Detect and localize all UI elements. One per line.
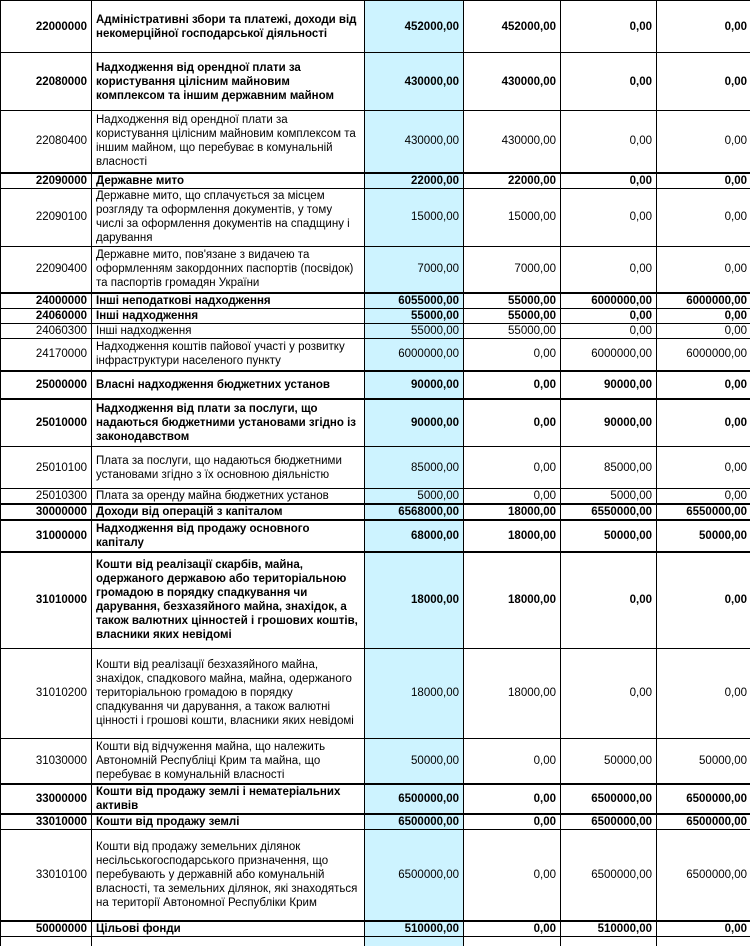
row-general-fund: 0,00 — [464, 339, 561, 371]
row-development-budget: 0,00 — [657, 552, 750, 648]
row-code: 22080000 — [1, 53, 92, 111]
row-code: 31010200 — [1, 648, 92, 738]
row-development-budget: 6500000,00 — [657, 814, 750, 830]
row-special-fund: 50000,00 — [561, 738, 657, 784]
row-total: 6500000,00 — [365, 830, 464, 921]
row-total: 68000,00 — [365, 520, 464, 552]
row-special-fund: 0,00 — [561, 173, 657, 189]
row-name: Інші надходження — [92, 324, 365, 339]
row-special-fund — [561, 936, 657, 946]
row-code: 50000000 — [1, 921, 92, 937]
row-total: 452000,00 — [365, 1, 464, 53]
row-special-fund: 0,00 — [561, 309, 657, 324]
revenue-table-body — [1, 1, 750, 946]
table-row — [1, 371, 750, 399]
row-name: Кошти від продажу земельних ділянок несільськогосподарського призначення, що перебувають у державній або комунальній власності, та земельних ділянок, які знаходяться на території Автономної Республіки Крим — [92, 830, 365, 921]
row-special-fund: 0,00 — [561, 1, 657, 53]
row-total: 6000000,00 — [365, 339, 464, 371]
row-development-budget: 0,00 — [657, 1, 750, 53]
row-development-budget: 0,00 — [657, 921, 750, 937]
row-development-budget: 0,00 — [657, 648, 750, 738]
row-special-fund: 90000,00 — [561, 399, 657, 447]
row-general-fund: 0,00 — [464, 371, 561, 399]
row-development-budget: 0,00 — [657, 489, 750, 505]
row-code: 25000000 — [1, 371, 92, 399]
row-total: 18000,00 — [365, 552, 464, 648]
row-special-fund: 0,00 — [561, 552, 657, 648]
row-general-fund: 55000,00 — [464, 309, 561, 324]
table-row — [1, 309, 750, 324]
row-general-fund: 430000,00 — [464, 53, 561, 111]
row-general-fund: 18000,00 — [464, 552, 561, 648]
row-code: 24060000 — [1, 309, 92, 324]
row-general-fund: 7000,00 — [464, 246, 561, 293]
row-total: 430000,00 — [365, 111, 464, 173]
row-code: 25010000 — [1, 399, 92, 447]
row-development-budget: 0,00 — [657, 53, 750, 111]
table-row — [1, 246, 750, 293]
row-total: 50000,00 — [365, 738, 464, 784]
row-total: 6568000,00 — [365, 504, 464, 520]
table-row — [1, 489, 750, 505]
row-code: 31010000 — [1, 552, 92, 648]
table-row — [1, 293, 750, 309]
row-code: 33010100 — [1, 830, 92, 921]
row-special-fund: 50000,00 — [561, 520, 657, 552]
row-development-budget: 6550000,00 — [657, 504, 750, 520]
row-total: 15000,00 — [365, 188, 464, 246]
table-row — [1, 53, 750, 111]
row-general-fund: 452000,00 — [464, 1, 561, 53]
row-special-fund: 6500000,00 — [561, 830, 657, 921]
row-name: Інші неподаткові надходження — [92, 293, 365, 309]
row-code: 31030000 — [1, 738, 92, 784]
row-development-budget: 0,00 — [657, 188, 750, 246]
table-row — [1, 921, 750, 937]
row-name: Плата за послуги, що надаються бюджетними установами згідно з їх основною діяльністю — [92, 447, 365, 489]
row-general-fund: 0,00 — [464, 814, 561, 830]
table-row — [1, 648, 750, 738]
row-total: 90000,00 — [365, 399, 464, 447]
row-general-fund: 0,00 — [464, 447, 561, 489]
row-general-fund: 0,00 — [464, 399, 561, 447]
row-general-fund: 18000,00 — [464, 520, 561, 552]
row-code: 22000000 — [1, 1, 92, 53]
row-name: Інші надходження — [92, 309, 365, 324]
row-development-budget: 0,00 — [657, 399, 750, 447]
row-general-fund: 0,00 — [464, 921, 561, 937]
row-total: 430000,00 — [365, 53, 464, 111]
row-name: Цільові фонди — [92, 921, 365, 937]
row-development-budget: 0,00 — [657, 309, 750, 324]
table-row — [1, 339, 750, 371]
row-development-budget: 50000,00 — [657, 738, 750, 784]
table-row — [1, 188, 750, 246]
row-name: Державне мито, пов'язане з видачею та оформленням закордонних паспортів (посвідок) та паспортів громадян України — [92, 246, 365, 293]
row-total: 55000,00 — [365, 324, 464, 339]
row-general-fund: 18000,00 — [464, 504, 561, 520]
row-general-fund: 0,00 — [464, 784, 561, 814]
row-total: 7000,00 — [365, 246, 464, 293]
row-general-fund: 430000,00 — [464, 111, 561, 173]
table-row — [1, 784, 750, 814]
row-total — [365, 936, 464, 946]
row-code — [1, 936, 92, 946]
row-code: 24170000 — [1, 339, 92, 371]
row-general-fund: 0,00 — [464, 738, 561, 784]
row-special-fund: 0,00 — [561, 188, 657, 246]
table-row — [1, 552, 750, 648]
row-special-fund: 0,00 — [561, 111, 657, 173]
row-special-fund: 85000,00 — [561, 447, 657, 489]
row-special-fund: 6550000,00 — [561, 504, 657, 520]
row-name: Державне мито, що сплачується за місцем розгляду та оформлення документів, у тому числі за оформлення документів на спадщину і дарування — [92, 188, 365, 246]
row-code: 22090000 — [1, 173, 92, 189]
table-row — [1, 447, 750, 489]
table-row — [1, 324, 750, 339]
row-general-fund: 18000,00 — [464, 648, 561, 738]
row-name: Адміністративні збори та платежі, доходи від некомерційної господарської діяльності — [92, 1, 365, 53]
row-general-fund: 22000,00 — [464, 173, 561, 189]
row-special-fund: 0,00 — [561, 324, 657, 339]
table-row — [1, 830, 750, 921]
row-total: 510000,00 — [365, 921, 464, 937]
row-general-fund — [464, 936, 561, 946]
row-name: Плата за оренду майна бюджетних установ — [92, 489, 365, 505]
table-row — [1, 936, 750, 946]
row-total: 5000,00 — [365, 489, 464, 505]
row-code: 25010300 — [1, 489, 92, 505]
table-row — [1, 173, 750, 189]
row-development-budget: 6000000,00 — [657, 339, 750, 371]
row-development-budget: 50000,00 — [657, 520, 750, 552]
row-special-fund: 0,00 — [561, 246, 657, 293]
row-total: 85000,00 — [365, 447, 464, 489]
table-row — [1, 520, 750, 552]
row-code: 24060300 — [1, 324, 92, 339]
row-special-fund: 5000,00 — [561, 489, 657, 505]
row-total: 6500000,00 — [365, 784, 464, 814]
row-code: 22080400 — [1, 111, 92, 173]
row-name: Надходження від плати за послуги, що надаються бюджетними установами згідно із законодавством — [92, 399, 365, 447]
row-special-fund: 0,00 — [561, 648, 657, 738]
row-name — [92, 936, 365, 946]
row-total: 6500000,00 — [365, 814, 464, 830]
row-code: 25010100 — [1, 447, 92, 489]
table-row — [1, 111, 750, 173]
row-total: 90000,00 — [365, 371, 464, 399]
row-code: 33010000 — [1, 814, 92, 830]
row-code: 30000000 — [1, 504, 92, 520]
row-total: 55000,00 — [365, 309, 464, 324]
row-general-fund: 55000,00 — [464, 293, 561, 309]
row-name: Кошти від продажу землі — [92, 814, 365, 830]
row-general-fund: 55000,00 — [464, 324, 561, 339]
row-name: Кошти від відчуження майна, що належить Автономній Республіці Крим та майна, що перебуває в комунальній власності — [92, 738, 365, 784]
row-special-fund: 90000,00 — [561, 371, 657, 399]
row-development-budget: 0,00 — [657, 111, 750, 173]
row-name: Кошти від реалізації безхазяйного майна, знахідок, спадкового майна, майна, одержаного територіальною громадою в порядку спадкування чи дарування, а також валютні цінності і грошові кошти, власники яких невідомі — [92, 648, 365, 738]
row-name: Надходження коштів пайової участі у розвитку інфраструктури населеного пункту — [92, 339, 365, 371]
row-special-fund: 0,00 — [561, 53, 657, 111]
table-row — [1, 814, 750, 830]
row-code: 31000000 — [1, 520, 92, 552]
row-code: 33000000 — [1, 784, 92, 814]
row-code: 22090400 — [1, 246, 92, 293]
row-development-budget: 0,00 — [657, 447, 750, 489]
row-development-budget: 0,00 — [657, 371, 750, 399]
row-name: Власні надходження бюджетних установ — [92, 371, 365, 399]
row-name: Кошти від продажу землі і нематеріальних активів — [92, 784, 365, 814]
table-row — [1, 399, 750, 447]
row-special-fund: 6500000,00 — [561, 784, 657, 814]
row-general-fund: 0,00 — [464, 830, 561, 921]
row-name: Надходження від продажу основного капіталу — [92, 520, 365, 552]
row-total: 6055000,00 — [365, 293, 464, 309]
row-name: Надходження від орендної плати за користування цілісним майновим комплексом та іншим державним майном — [92, 53, 365, 111]
row-special-fund: 6000000,00 — [561, 293, 657, 309]
row-name: Доходи від операцій з капіталом — [92, 504, 365, 520]
row-development-budget: 0,00 — [657, 324, 750, 339]
row-development-budget: 6000000,00 — [657, 293, 750, 309]
row-development-budget: 6500000,00 — [657, 784, 750, 814]
row-general-fund: 15000,00 — [464, 188, 561, 246]
row-special-fund: 6000000,00 — [561, 339, 657, 371]
row-general-fund: 0,00 — [464, 489, 561, 505]
row-total: 18000,00 — [365, 648, 464, 738]
row-total: 22000,00 — [365, 173, 464, 189]
table-row — [1, 504, 750, 520]
row-development-budget: 0,00 — [657, 173, 750, 189]
row-code: 22090100 — [1, 188, 92, 246]
row-special-fund: 6500000,00 — [561, 814, 657, 830]
table-row — [1, 1, 750, 53]
row-special-fund: 510000,00 — [561, 921, 657, 937]
row-development-budget: 0,00 — [657, 246, 750, 293]
row-development-budget — [657, 936, 750, 946]
row-name: Державне мито — [92, 173, 365, 189]
row-name: Кошти від реалізації скарбів, майна, одержаного державою або територіальною громадою в порядку спадкування чи дарування, безхазяйного майна, знахідок, а також валютних цінностей і грошових коштів, власники яких невідомі — [92, 552, 365, 648]
row-development-budget: 6500000,00 — [657, 830, 750, 921]
table-row — [1, 738, 750, 784]
row-name: Надходження від орендної плати за користування цілісним майновим комплексом та іншим майном, що перебуває в комунальній власності — [92, 111, 365, 173]
row-code: 24000000 — [1, 293, 92, 309]
